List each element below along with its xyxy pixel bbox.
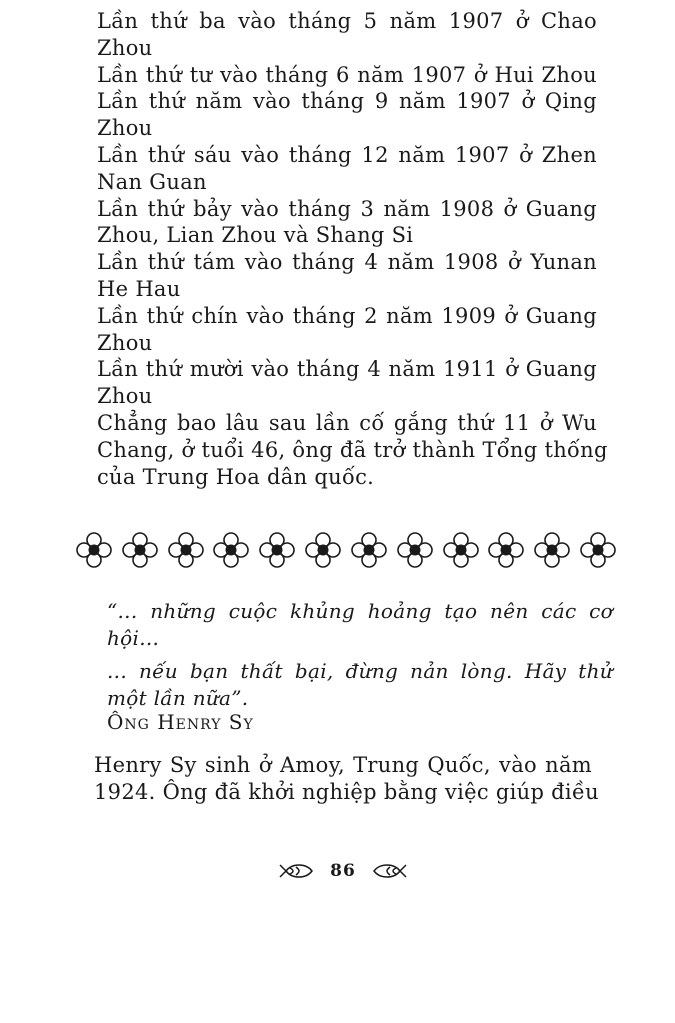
fish-ornament-icon <box>278 861 314 881</box>
page-footer <box>278 858 408 884</box>
body-line: Lần thứ tám vào tháng 4 năm 1908 ở Yunan <box>97 250 597 275</box>
body-line: Henry Sy sinh ở Amoy, Trung Quốc, vào năm <box>94 753 592 777</box>
quote-line: “... những cuộc khủng hoảng tạo nên các cơ <box>107 599 613 623</box>
flower-ornament-icon <box>168 532 204 568</box>
body-line: Lần thứ năm vào tháng 9 năm 1907 ở Qing <box>97 89 597 114</box>
body-line: Zhou <box>97 35 153 60</box>
body-line: Lần thứ chín vào tháng 2 năm 1909 ở Guang <box>97 303 597 328</box>
body-line: Zhou <box>97 116 153 141</box>
flower-ornament-icon <box>213 532 249 568</box>
body-line: He Hau <box>97 276 181 301</box>
body-line: Lần thứ tư vào tháng 6 năm 1907 ở Hui Zhou <box>97 62 597 87</box>
body-line: Lần thứ ba vào tháng 5 năm 1907 ở Chao <box>97 9 597 33</box>
flower-ornament-icon <box>259 532 295 568</box>
body-text <box>97 8 608 490</box>
fish-ornament-icon <box>372 861 408 881</box>
flower-ornament-icon <box>76 532 112 568</box>
page-number: 86 <box>330 861 356 881</box>
body-line: Nan Guan <box>97 169 207 194</box>
flower-ornament-divider <box>76 532 616 568</box>
body-line: Zhou <box>97 330 153 355</box>
quote-attribution <box>107 710 254 734</box>
quote-line: một lần nữa”. <box>107 686 249 710</box>
flower-ornament-icon <box>351 532 387 568</box>
flower-ornament-icon <box>122 532 158 568</box>
body-line: của Trung Hoa dân quốc. <box>97 464 375 489</box>
attribution-name: Ông Henry Sy <box>107 710 254 734</box>
body-line: Lần thứ sáu vào tháng 12 năm 1907 ở Zhen <box>97 142 597 167</box>
flower-ornament-icon <box>305 532 341 568</box>
flower-ornament-icon <box>443 532 479 568</box>
body-paragraph <box>94 752 599 806</box>
flower-ornament-icon <box>534 532 570 568</box>
body-line: Chang, ở tuổi 46, ông đã trở thành Tổng thống <box>97 437 608 462</box>
flower-ornament-icon <box>580 532 616 568</box>
body-line: Zhou, Lian Zhou và Shang Si <box>97 223 414 248</box>
body-line: Lần thứ mười vào tháng 4 năm 1911 ở Guang <box>97 357 597 382</box>
quote-line: hội... <box>107 626 160 650</box>
body-line: Lần thứ bảy vào tháng 3 năm 1908 ở Guang <box>97 196 597 221</box>
flower-ornament-icon <box>397 532 433 568</box>
quote-line: ... nếu bạn thất bại, đừng nản lòng. Hãy thử <box>107 659 613 683</box>
body-line: 1924. Ông đã khởi nghiệp bằng việc giúp điều <box>94 780 599 804</box>
body-line: Chẳng bao lâu sau lần cố gắng thứ 11 ở Wu <box>97 410 597 435</box>
epigraph-quote <box>107 598 613 712</box>
flower-ornament-icon <box>488 532 524 568</box>
body-line: Zhou <box>97 384 153 409</box>
